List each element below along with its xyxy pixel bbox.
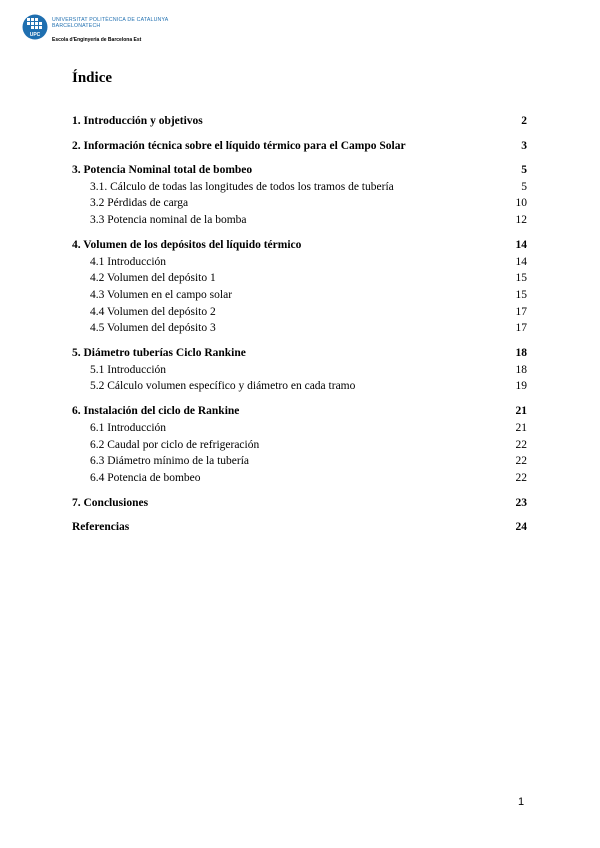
page-title: Índice: [72, 70, 113, 86]
toc-entry-text: 2. Información técnica sobre el líquido térmico para el Campo Solar: [72, 140, 406, 152]
toc-entry-text: 6.3 Diámetro mínimo de la tubería: [90, 455, 250, 467]
toc-entry-text: 5.1 Introducción: [90, 364, 167, 376]
toc-entry-page: 18: [515, 347, 527, 359]
toc-entry-page: 5: [521, 181, 527, 193]
toc-entry-text: 6. Instalación del ciclo de Rankine: [72, 405, 240, 417]
toc-entry-text: Referencias: [72, 521, 130, 533]
toc-entry-text: 4.2 Volumen del depósito 1: [90, 272, 216, 284]
toc-entry-text: 4.1 Introducción: [90, 256, 167, 268]
toc-section-entry[interactable]: [72, 519, 527, 535]
toc-entry-text: 6.4 Potencia de bombeo: [90, 472, 201, 484]
toc-subsection-entry[interactable]: [90, 195, 527, 211]
toc-subsection-entry[interactable]: [90, 320, 527, 336]
toc-entry-page: 22: [515, 455, 527, 467]
toc-section-entry[interactable]: [72, 403, 527, 419]
toc-subsection-entry[interactable]: [90, 420, 527, 436]
toc-subsection-entry[interactable]: [90, 287, 527, 303]
toc-entry-text: 6.1 Introducción: [90, 422, 167, 434]
logo-school-name: Escola d'Enginyeria de Barcelona Est: [52, 37, 142, 43]
page-number: 1: [518, 796, 525, 808]
toc-subsection-entry[interactable]: [90, 179, 527, 195]
toc-section-entry[interactable]: [72, 138, 527, 154]
toc-section-entry[interactable]: [72, 162, 527, 178]
toc-entry-page: 15: [515, 289, 527, 301]
logo-university-name: UNIVERSITAT POLITÈCNICA DE CATALUNYA: [52, 17, 169, 23]
upc-seal-icon: [22, 14, 48, 40]
toc-entry-text: 1. Introducción y objetivos: [72, 115, 203, 127]
toc-entry-page: 23: [515, 497, 527, 509]
toc-subsection-entry[interactable]: [90, 212, 527, 228]
toc-subsection-entry[interactable]: [90, 304, 527, 320]
toc-subsection-entry[interactable]: [90, 378, 527, 394]
toc-section-entry[interactable]: [72, 237, 527, 253]
toc-entry-page: 22: [515, 439, 527, 451]
toc-entry-text: 3.2 Pérdidas de carga: [90, 197, 189, 209]
upc-logo: [22, 14, 232, 54]
toc-subsection-entry[interactable]: [90, 437, 527, 453]
toc-entry-text: 7. Conclusiones: [72, 497, 149, 509]
toc-section-entry[interactable]: [72, 345, 527, 361]
toc-entry-text: 4.5 Volumen del depósito 3: [90, 322, 216, 334]
toc-entry-page: 24: [515, 521, 527, 533]
toc-entry-page: 17: [515, 322, 527, 334]
toc-entry-text: 6.2 Caudal por ciclo de refrigeración: [90, 439, 260, 451]
toc-entry-text: 4.3 Volumen en el campo solar: [90, 289, 233, 301]
toc-entry-text: 5. Diámetro tuberías Ciclo Rankine: [72, 347, 246, 359]
toc-entry-page: 5: [521, 164, 527, 176]
toc-entry-page: 21: [515, 405, 527, 417]
toc-entry-text: 5.2 Cálculo volumen específico y diámetro en cada tramo: [90, 380, 356, 392]
toc-entry-text: 4.4 Volumen del depósito 2: [90, 306, 216, 318]
toc-entry-page: 17: [515, 306, 527, 318]
toc-entry-page: 2: [521, 115, 527, 127]
toc-entry-page: 19: [515, 380, 527, 392]
toc-entry-page: 15: [515, 272, 527, 284]
toc-entry-text: 3.3 Potencia nominal de la bomba: [90, 214, 247, 226]
toc-entry-page: 14: [515, 256, 527, 268]
toc-subsection-entry[interactable]: [90, 453, 527, 469]
toc-entry-page: 21: [515, 422, 527, 434]
toc-subsection-entry[interactable]: [90, 470, 527, 486]
toc-entry-page: 18: [515, 364, 527, 376]
toc-entry-text: 3.1. Cálculo de todas las longitudes de todos los tramos de tubería: [90, 181, 394, 193]
toc-section-entry[interactable]: [72, 113, 527, 129]
toc-subsection-entry[interactable]: [90, 362, 527, 378]
toc-entry-page: 14: [515, 239, 527, 251]
toc-entry-text: 3. Potencia Nominal total de bombeo: [72, 164, 253, 176]
toc-entry-page: 10: [515, 197, 527, 209]
toc-subsection-entry[interactable]: [90, 270, 527, 286]
toc-entry-page: 22: [515, 472, 527, 484]
toc-entry-page: 12: [515, 214, 527, 226]
svg-text:UPC: UPC: [29, 32, 41, 38]
toc-section-entry[interactable]: [72, 495, 527, 511]
logo-barcelonatech: BARCELONATECH: [52, 23, 101, 29]
toc-subsection-entry[interactable]: [90, 254, 527, 270]
toc-entry-text: 4. Volumen de los depósitos del líquido térmico: [72, 239, 302, 251]
toc-entry-page: 3: [521, 140, 527, 152]
